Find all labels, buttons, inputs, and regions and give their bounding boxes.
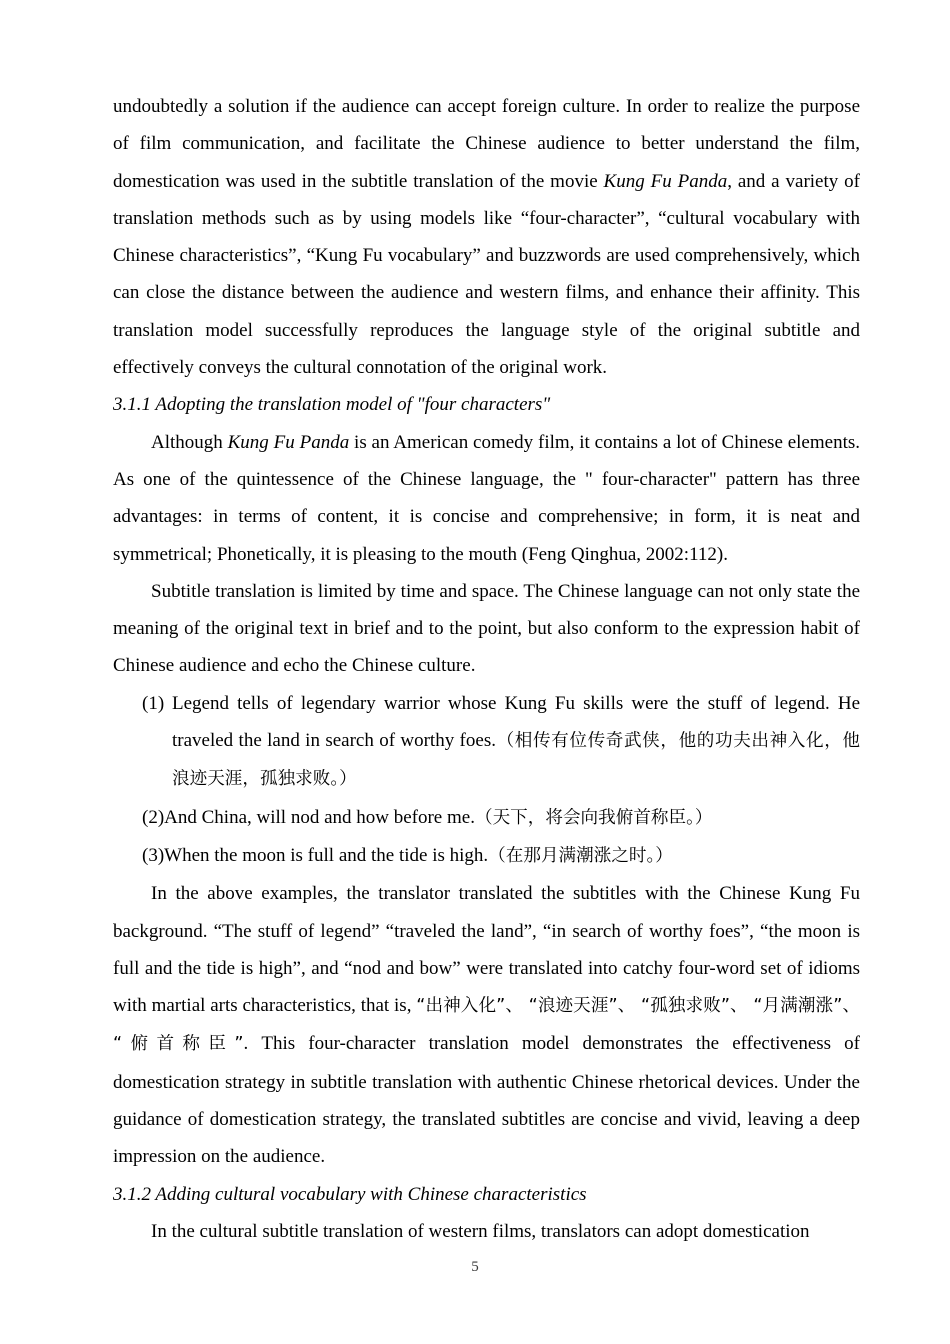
- paragraph-text-part1: Although: [151, 431, 228, 453]
- list-item-english: Legend tells of legendary warrior whose Kung Fu skills were the stuff of legend. He traveled the land in search of worthy foes.: [172, 692, 860, 752]
- list-item-english: When the moon is full and the tide is high.: [164, 844, 489, 866]
- chinese-idiom-list: “出神入化”、 “浪迹天涯”、 “孤独求败”、 “月满潮涨”、 “俯首称臣”: [113, 996, 861, 1055]
- paragraph-subtitle-translation: Subtitle translation is limited by time and space. The Chinese language can not only state the meaning of the original text in brief and to the point, but also conform to the expression habit of Chinese audience and echo the Chinese culture.: [113, 580, 860, 677]
- paragraph-text-part1: undoubtedly a solution if the audience can accept foreign culture. In order to realize the purpose of film communication, and facilitate the Chinese audience to better understand the film, domestication was used in the subtitle translation of the movie: [113, 96, 860, 192]
- example-list: [113, 685, 860, 875]
- film-title-italic: Kung Fu Panda: [603, 170, 728, 192]
- paragraph-continuation: [113, 88, 860, 386]
- paragraph-text-part1: In the above examples, the translator translated the subtitles with the Chinese Kung Fu background. “The stuff of legend” “traveled the land”, “in search of worthy foes”, “the moon is full and the tide is high”, and “nod and bow” were translated into catchy four-word set of idioms with martial arts characteristics, that is,: [113, 883, 860, 1017]
- list-item-chinese: （在那月满潮涨之时。）: [488, 845, 673, 866]
- film-title-italic: Kung Fu Panda: [227, 431, 350, 453]
- page-number: 5: [471, 1259, 479, 1275]
- paragraph-above-examples: [113, 875, 860, 1175]
- list-item: [113, 837, 860, 875]
- section-heading-3-1-2: 3.1.2 Adding cultural vocabulary with Chinese characteristics: [113, 1183, 587, 1205]
- paragraph-text-part2: is an American comedy film, it contains a lot of Chinese elements. As one of the quintessence of the Chinese language, the " four-character" pattern has three advantages: in terms of content, it is concise and comprehensive; in form, it is neat and symmetrical; Phonetically, it is pleasing to the mouth (Feng Qinghua, 2002:112).: [113, 431, 860, 565]
- list-item-english: And China, will nod and how before me.: [164, 806, 475, 828]
- paragraph-text-part2: , and a variety of translation methods such as by using models like “four-character”, “cultural vocabulary with Chinese characteristics”, “Kung Fu vocabulary” and buzzwords are used comprehensively, which can close the distance between the audience and western films, and enhance their affinity. This translation model successfully reproduces the language style of the original subtitle and effectively conveys the cultural connotation of the original work.: [113, 170, 860, 379]
- list-item-marker: (1): [142, 692, 165, 714]
- section-heading-3-1-1: 3.1.1 Adopting the translation model of "four characters": [113, 394, 551, 416]
- page-content: [113, 88, 860, 1250]
- list-item-marker: (2): [142, 806, 165, 828]
- paragraph-although: [113, 424, 860, 573]
- list-item-marker: (3): [142, 844, 165, 866]
- list-item-chinese: （天下，将会向我俯首称臣。）: [474, 807, 713, 828]
- list-item-chinese: （相传有位传奇武侠，他的功夫出神入化，他浪迹天涯，孤独求败。）: [172, 731, 860, 790]
- list-item: [113, 799, 860, 837]
- paragraph-text-part2: . This four-character translation model demonstrates the effectiveness of domestication strategy in subtitle translation with authentic Chinese rhetorical devices. Under the guidance of domestication strategy, the translated subtitles are concise and vivid, leaving a deep impression on the audience.: [113, 1033, 860, 1168]
- list-item: [113, 685, 860, 799]
- paragraph-cultural-subtitle: In the cultural subtitle translation of western films, translators can adopt domestication: [151, 1220, 810, 1242]
